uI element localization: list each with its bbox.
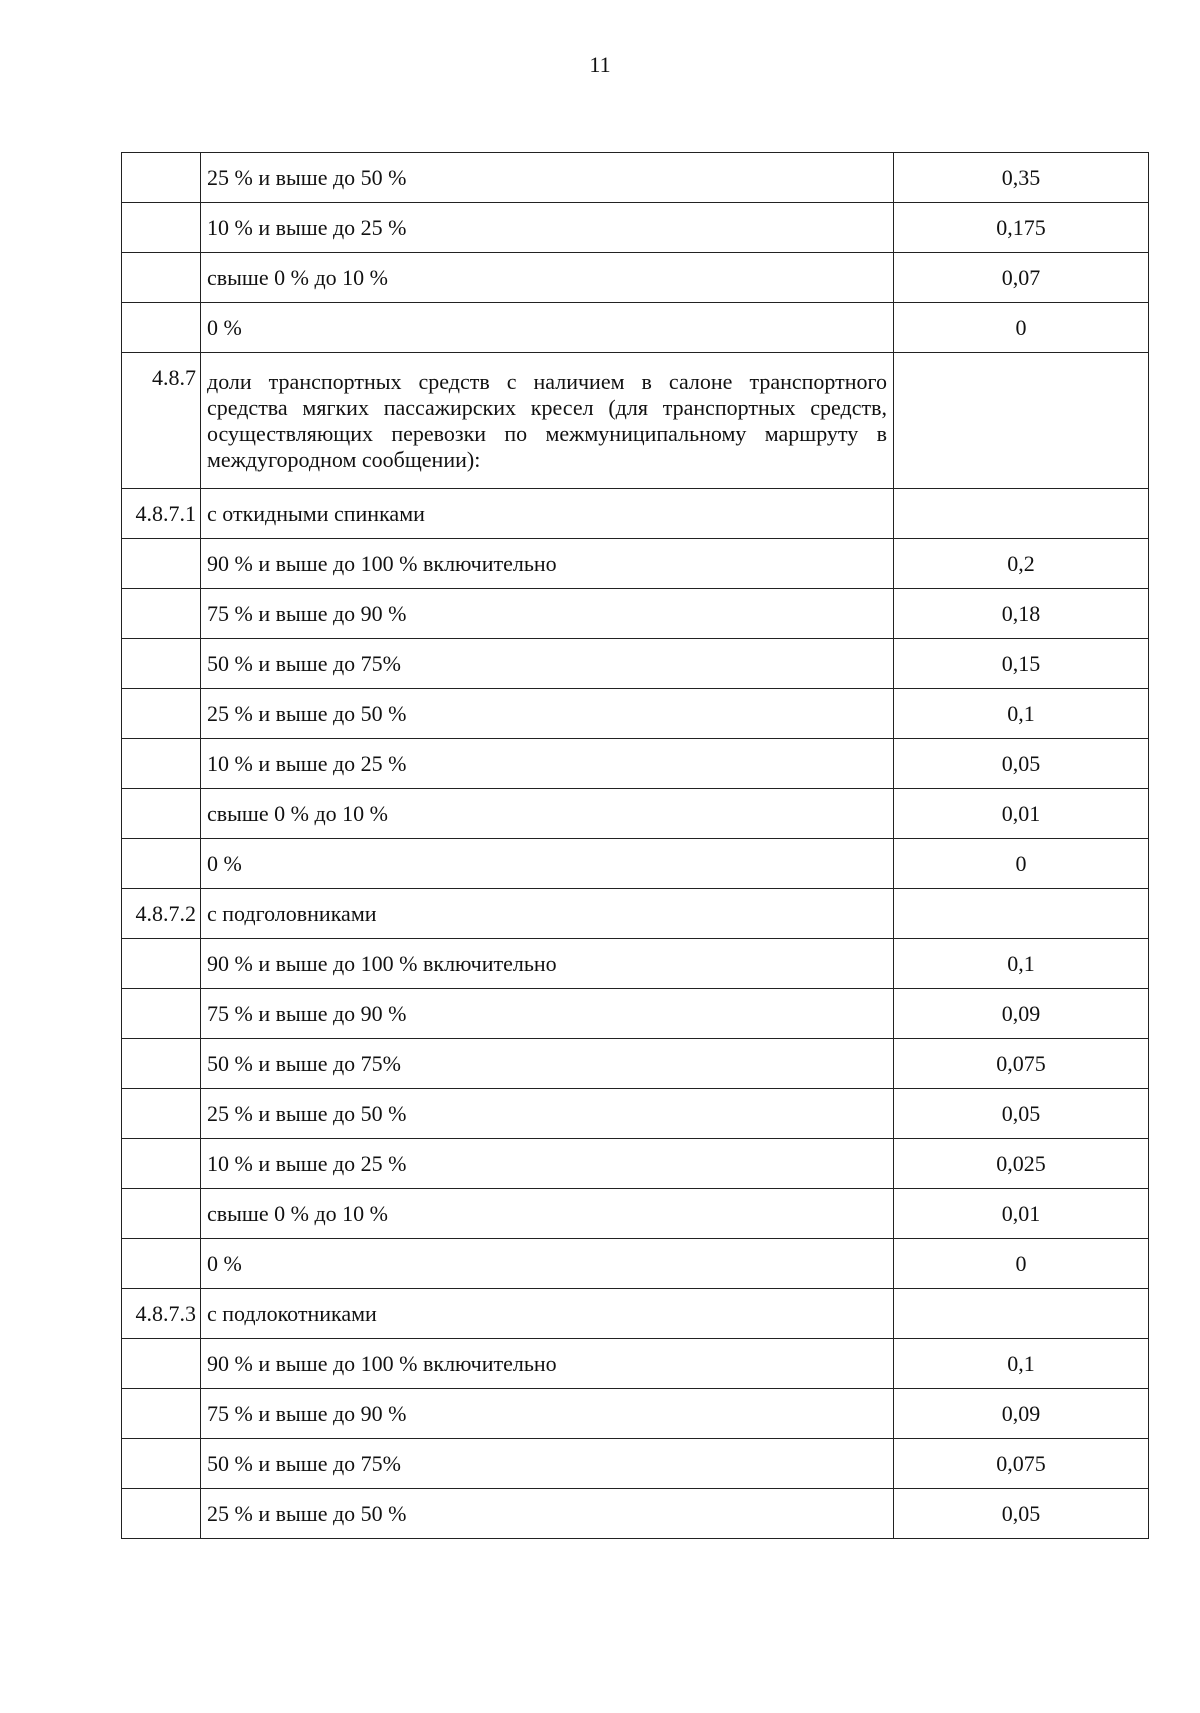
- row-description: 10 % и выше до 25 %: [201, 203, 894, 253]
- table-row: [122, 1239, 1149, 1289]
- row-value: 0,05: [894, 1489, 1149, 1539]
- row-value: 0,09: [894, 989, 1149, 1039]
- row-value: 0,025: [894, 1139, 1149, 1189]
- row-number: [122, 589, 201, 639]
- row-description: 25 % и выше до 50 %: [201, 689, 894, 739]
- table-row: [122, 1289, 1149, 1339]
- row-value: 0,1: [894, 689, 1149, 739]
- row-description: 90 % и выше до 100 % включительно: [201, 539, 894, 589]
- table-row: [122, 789, 1149, 839]
- row-number: [122, 153, 201, 203]
- row-value: 0,05: [894, 739, 1149, 789]
- row-value: 0,07: [894, 253, 1149, 303]
- row-description: 0 %: [201, 303, 894, 353]
- row-number: 4.8.7: [122, 353, 201, 489]
- table-row: [122, 489, 1149, 539]
- row-value: 0,175: [894, 203, 1149, 253]
- row-description: 25 % и выше до 50 %: [201, 1089, 894, 1139]
- row-number: [122, 689, 201, 739]
- row-number: [122, 639, 201, 689]
- row-number: [122, 1439, 201, 1489]
- row-description: с откидными спинками: [201, 489, 894, 539]
- table-row: [122, 303, 1149, 353]
- row-number: [122, 1189, 201, 1239]
- row-value: [894, 489, 1149, 539]
- row-number: [122, 203, 201, 253]
- row-description: 75 % и выше до 90 %: [201, 989, 894, 1039]
- row-number: [122, 1089, 201, 1139]
- row-number: [122, 1489, 201, 1539]
- row-value: 0,05: [894, 1089, 1149, 1139]
- table-row: [122, 1339, 1149, 1389]
- row-description: 50 % и выше до 75%: [201, 639, 894, 689]
- row-description: 75 % и выше до 90 %: [201, 1389, 894, 1439]
- row-value: 0,09: [894, 1389, 1149, 1439]
- row-description: с подлокотниками: [201, 1289, 894, 1339]
- row-description: доли транспортных средств с наличием в салоне транспортного средства мягких пассажирских кресел (для транспортных средств, осуществляющих перевозки по межмуниципальному маршруту в междугородном сообщении):: [201, 353, 894, 489]
- table-row: [122, 539, 1149, 589]
- row-number: [122, 539, 201, 589]
- row-number: [122, 1139, 201, 1189]
- row-description: свыше 0 % до 10 %: [201, 253, 894, 303]
- table-row: [122, 689, 1149, 739]
- coefficients-table: [121, 152, 1149, 1539]
- row-description: 25 % и выше до 50 %: [201, 153, 894, 203]
- table-row: [122, 1039, 1149, 1089]
- row-description: 50 % и выше до 75%: [201, 1439, 894, 1489]
- row-number: 4.8.7.1: [122, 489, 201, 539]
- row-value: 0: [894, 1239, 1149, 1289]
- row-number: 4.8.7.3: [122, 1289, 201, 1339]
- page-number: 11: [589, 52, 611, 77]
- row-number: [122, 989, 201, 1039]
- table-row: [122, 1389, 1149, 1439]
- row-number: [122, 1389, 201, 1439]
- row-description: 90 % и выше до 100 % включительно: [201, 1339, 894, 1389]
- row-number: [122, 739, 201, 789]
- row-value: 0,1: [894, 1339, 1149, 1389]
- row-number: [122, 303, 201, 353]
- table-row: [122, 203, 1149, 253]
- table-row: [122, 589, 1149, 639]
- row-description: 75 % и выше до 90 %: [201, 589, 894, 639]
- row-value: 0,075: [894, 1439, 1149, 1489]
- table-row: [122, 1089, 1149, 1139]
- row-number: [122, 939, 201, 989]
- table-row: [122, 1139, 1149, 1189]
- table-row: [122, 1439, 1149, 1489]
- row-value: [894, 889, 1149, 939]
- table-row: [122, 353, 1149, 489]
- table-row: [122, 989, 1149, 1039]
- table-row: [122, 253, 1149, 303]
- row-number: 4.8.7.2: [122, 889, 201, 939]
- table-row: [122, 153, 1149, 203]
- table-row: [122, 739, 1149, 789]
- table-row: [122, 889, 1149, 939]
- row-number: [122, 1239, 201, 1289]
- table-row: [122, 1189, 1149, 1239]
- row-description: 10 % и выше до 25 %: [201, 1139, 894, 1189]
- row-description: 0 %: [201, 839, 894, 889]
- row-number: [122, 1039, 201, 1089]
- table-row: [122, 1489, 1149, 1539]
- row-description: свыше 0 % до 10 %: [201, 789, 894, 839]
- row-description: 10 % и выше до 25 %: [201, 739, 894, 789]
- row-value: [894, 353, 1149, 489]
- row-value: 0,075: [894, 1039, 1149, 1089]
- row-value: 0,15: [894, 639, 1149, 689]
- row-value: 0,01: [894, 789, 1149, 839]
- row-number: [122, 789, 201, 839]
- table-row: [122, 939, 1149, 989]
- row-description: 25 % и выше до 50 %: [201, 1489, 894, 1539]
- row-value: [894, 1289, 1149, 1339]
- row-description: свыше 0 % до 10 %: [201, 1189, 894, 1239]
- row-description: 0 %: [201, 1239, 894, 1289]
- row-value: 0,18: [894, 589, 1149, 639]
- row-value: 0,2: [894, 539, 1149, 589]
- row-number: [122, 1339, 201, 1389]
- row-description: 50 % и выше до 75%: [201, 1039, 894, 1089]
- row-description: 90 % и выше до 100 % включительно: [201, 939, 894, 989]
- row-description: с подголовниками: [201, 889, 894, 939]
- table-row: [122, 839, 1149, 889]
- row-value: 0,01: [894, 1189, 1149, 1239]
- row-value: 0: [894, 839, 1149, 889]
- row-value: 0: [894, 303, 1149, 353]
- table-row: [122, 639, 1149, 689]
- row-value: 0,1: [894, 939, 1149, 989]
- row-number: [122, 253, 201, 303]
- row-number: [122, 839, 201, 889]
- row-value: 0,35: [894, 153, 1149, 203]
